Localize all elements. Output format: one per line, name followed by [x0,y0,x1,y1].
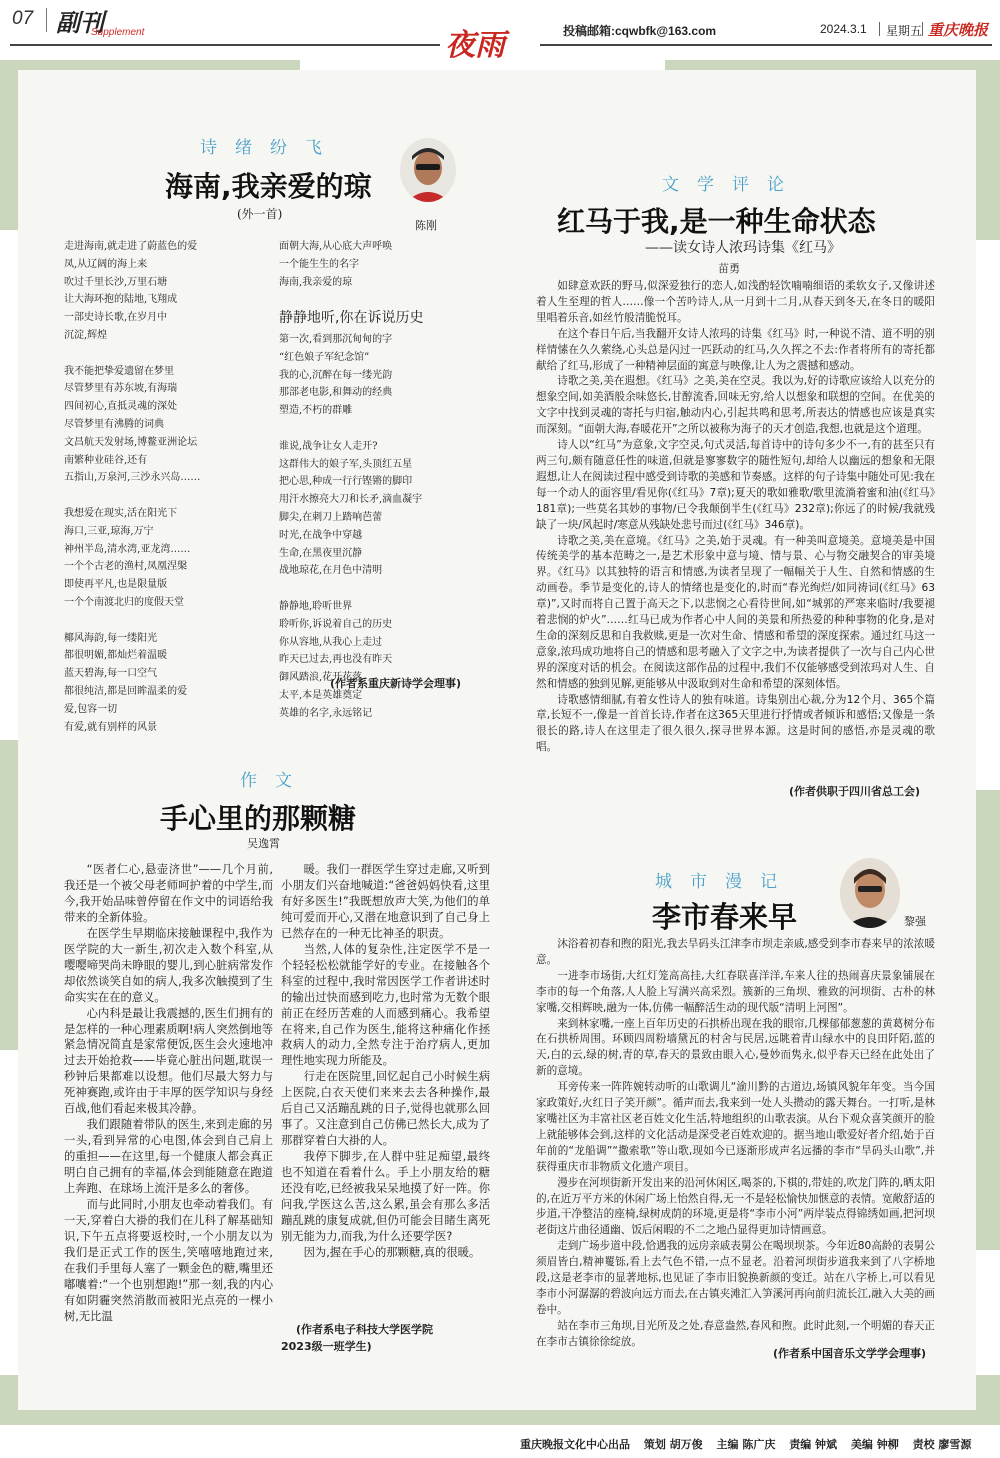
footer-editor: 责编 钟斌 [789,1438,838,1451]
author-name: 陈刚 [415,219,437,232]
poem-line: 吹过千里长沙,万里石塘 [64,276,168,288]
poem-line: 文昌航天发射场,博鳌亚洲论坛 [64,436,198,448]
column-label: 诗绪纷飞 [200,138,340,158]
column-label: 城市漫记 [655,872,795,892]
poem-line: 昨天已过去,再也没有昨天 [279,654,393,666]
paragraph: 漫步在河坝街新开发出来的沿河休闲区,喝茶的,下棋的,带娃的,吹龙门阵的,晒太阳的,在近万平方米的休闲广场上怡然自得,无一不是轻松愉快加惬意的表情。宽敞舒适的步道,干净整洁的座椅,绿树成荫的环境,更是将“李市小河”两岸装点得锦绣如画,把河坝老街这片曲径通幽、饭后闲暇的不二之地凸显得更加诗情画意。 [536,1176,935,1237]
paragraph: 诗歌之美,美在遐想。《红马》之美,美在空灵。我以为,好的诗歌应该给人以充分的想象空间,如美酒般余味悠长,甘醇流香,回味无穷,给人以想象和联想的空间。在优美的文字中找到灵魂的寄托与归宿,触动内心,引起共鸣和思考,所表达的情感也应该是真实而深刻。“面朝大海,春暖花开”之所以被称为海子的天才创造,我想,也就是这个道理。 [536,375,935,436]
article-body-column-1 [64,862,273,1362]
poem-line: 用汗水擦亮大刀和长矛,滴血凝宇 [279,494,423,506]
newspaper-brand: 重庆晚报 [928,21,989,39]
section-subtitle: Supplement [91,27,145,38]
poem-line: 谁说,战争让女人走开? [279,440,378,452]
author-avatar [400,138,456,202]
poem-line: 一部史诗长歌,在岁月中 [64,312,168,324]
stanza-gap [279,420,422,438]
paragraph: 在医学生早期临床接触课程中,我作为医学院的大一新生,初次走入数个科室,从嘤嘤啼哭尚未睁眼的婴儿,到心脏病常发作却依然谈笑自如的病人,我多次触摸到了生命实实在在的意义。 [64,926,273,1004]
article-body-column-2 [281,862,490,1312]
article-headline: 李市春来早 [652,900,798,934]
poem-line: 第一次,看到那沉甸甸的字 [279,334,393,345]
paragraph: 因为,握在手心的那颗糖,真的很暖。 [303,1245,481,1259]
author-note-line-1: (作者系电子科技大学医学院 [296,1323,434,1336]
poem-line: 都很纯洁,都是回眸温柔的爱 [64,685,188,697]
poem-line: 神州半岛,清水湾,亚龙湾…… [64,543,191,555]
poem-line: 一个个古老的渔村,凤凰涅槃 [64,561,188,573]
paragraph: 沐浴着初春和煦的阳光,我去旱码头江津李市坝走亲戚,感受到李市春来早的浓浓暖意。 [536,938,935,966]
poem-line: 我不能把挚爱遗留在梦里 [64,365,174,377]
poem-line: 你从容地,从我心上走过 [279,636,383,648]
paragraph: 我停下脚步,在人群中驻足痴望,最终也不知道在看着什么。手上小朋友给的糖还没有吃,已经被我呆呆地摸了好一阵。你问我,学医这么苦,这么累,虽会有那么多活蹦乱跳的康复成就,但仍可能会目睹生离死别无能为力,而我,为什么还要学医? [281,1150,490,1243]
poem-line: 凤,从辽阔的海上来 [64,258,148,270]
paragraph: 如肆意欢跃的野马,似深爱独行的恋人,如浅酌轻饮喃喃细语的柔软女子,又像讲述着人生至理的哲人……像一个苦吟诗人,从一月到十二月,从春天到冬天,在冬日的暖阳里唱着乐音,如丝竹般清脆悦耳。 [536,280,935,324]
footer-publisher: 重庆晚报文化中心出品 [520,1438,630,1451]
footer-planner: 策划 胡万俊 [643,1438,703,1451]
author-avatar [840,858,900,928]
article-headline: 红马于我,是一种生命状态 [557,205,876,238]
header-divider [46,8,47,32]
section-title: 副刊 [56,9,104,37]
paragraph: 来到林家嘴,一座上百年历史的石拱桥出现在我的眼帘,几棵郁郁葱葱的黄葛树分布在石拱桥周围。环顾四周粉墙黛瓦的村舍与民居,远眺着青山绿水中的良田阡陌,蓝的天,白的云,绿的树,青的草,春天的景致由眼入心,曼妙而隽永,似乎春天已经在此处出了新的意境。 [536,1017,935,1078]
poem-line: 南繁种业硅谷,还有 [64,454,148,466]
footer-art-editor: 美编 钟柳 [850,1438,899,1451]
article-subtitle: (外一首) [237,207,283,221]
stanza-gap [64,345,200,363]
poem-line: 我想爱在现实,活在阳光下 [64,507,178,519]
paragraph: “医者仁心,悬壶济世”——几个月前,我还是一个被父母老师呵护着的中学生,而今,我开始品味曾停留在作文中的词语给我带来的全新体验。 [64,863,273,924]
footer-chief-editor: 主编 陈广庆 [716,1438,776,1451]
poem-line: 一个能生生的名字 [279,258,359,270]
poem-line: 战地琼花,在月色中清明 [279,565,383,577]
poem-line: 御风踏浪,花开花落 [279,672,363,684]
poem-line: 一个个南渡北归的度假天堂 [64,596,184,608]
header-separator [879,22,880,36]
poem-line: 有爱,就有别样的风景 [64,721,158,733]
poem-line: 生命,在黑夜里沉静 [279,547,363,559]
paragraph: 诗人以“红马”为意象,文字空灵,句式灵活,每首诗中的诗句多少不一,有的甚至只有两三句,颇有随意任性的味道,但就是寥寥数字的随性短句,却给人以幽远的想象和无限遐想,让人在阅读过程中感受到诗歌的美感和节奏感。这样的句子诗集中随处可见:我在每一个动人的面容里/看见你(《红马》7章);夏天的歌如雅歌/歌里流淌着蜜和油(《红马》181章);一些莫名其妙的事物/已令我颠倒半生(《红马》232章);你远了的时候/我就残缺了一块/风起时/寒意从残缺处悲号而过(《红马》346章)。 [536,439,935,531]
paragraph: 行走在医院里,回忆起自己小时候生病上医院,白衣天使们来来去去各种操作,最后自己又活蹦乱跳的日子,觉得也就那么回事了。又注意到自己仿佛已然长大,成为了那群穿着白大褂的人。 [281,1070,490,1148]
author-name: 黎强 [904,915,926,928]
author-note: (作者系重庆新诗学会理事) [330,677,462,690]
page-number: 07 [12,8,34,29]
poem-line: 英雄的名字,永远铭记 [279,707,373,719]
paragraph: 走到广场步道中段,恰遇我的远房亲戚表舅公在喝坝坝茶。今年近80高龄的表舅公须眉皆白,精神矍铄,看上去气色不错,一点不显老。沿着河坝街步道我来到了八字桥地段,这是老李市的显著地标,也见证了李市旧貌换新颜的变迁。站在八字桥上,可以看见李市小河潺潺的碧波向远方而去,在古镇夹滩汇入笋溪河再向前归流长江,融入大美的画卷中。 [536,1240,935,1316]
poem-line: 我的心,沉醉在每一缕光韵 [279,369,393,381]
poem-line: 那部老电影,和舞动的经典 [279,387,393,399]
poem-line: 都很明媚,都灿烂着温暖 [64,650,168,662]
poem-line: 静静地,聆听世界 [279,600,353,612]
poem-column-1 [64,238,200,736]
poem-line: 尽管梦里有苏东坡,有海瑞 [64,383,178,395]
poem-line: 海口,三亚,琼海,万宁 [64,525,154,537]
author-name: 苗勇 [718,262,740,275]
poem-line: 海南,我亲爱的琼 [279,276,353,288]
poem-line: 蓝天碧海,每一口空气 [64,668,158,680]
submission-email: 投稿邮箱:cqwbfk@163.com [563,24,717,38]
paragraph: 当然,人体的复杂性,注定医学不是一个轻轻松松就能学好的专业。在接触各个科室的过程中,我时常因医学工作者讲述时的输出过快而感到吃力,也时常为无数个眼前正在经历苦难的人而感到痛心。我希望在将来,自己作为医生,能将这种痛化作拯救病人的动力,全然专注于治疗病人,更加理性地实现力所能及。 [281,942,490,1068]
header-rule-right [540,44,992,46]
author-note-line-2: 2023级一班学生) [281,1340,372,1353]
poem-line: 把心思,种成一行行铿锵的脚印 [279,476,413,488]
poem-line: 塑造,不朽的群雕 [279,405,353,417]
poem-column-2 [279,331,422,723]
second-poem-title: 静静地听,你在诉说历史 [279,310,424,326]
poem-column-2-intro [279,238,392,291]
issue-date: 2024.3.1 [820,22,867,36]
poem-line: 时光,在战争中穿越 [279,529,363,541]
paragraph: 心内科是最让我震撼的,医生们拥有的是怎样的一种心理素质啊!病人突然倒地等紧急情况简直是家常便饭,医生会火速地冲过去开始抢救——毕竟心脏出问题,耽误一秒钟后果都难以设想。他们尽最大努力与死神赛跑,或许由于丰厚的医学知识与身经百战,他们看起来极其冷静。 [64,1006,273,1116]
poem-line: 沉淀,辉煌 [64,329,108,341]
poem-line: “红色娘子军纪念馆” [279,351,370,363]
issue-weekday: 星期五 [886,24,923,38]
poem-line: 椰风海韵,每一缕阳光 [64,632,158,644]
footer-proofreader: 责校 廖雪源 [912,1438,972,1451]
stanza-gap [64,487,200,505]
paragraph: 诗歌之美,美在意境。《红马》之美,始于灵魂。有一种美叫意境美。意境美是中国传统美学的基本范畴之一,是艺术形象中意与境、情与景、心与物交融契合的审美境界。《红马》以其独特的语言和情感,为读者呈现了一幅幅关于人生、自然和情感的生动画卷。季节是变化的,诗人的情绪也是变化的,时而“春光绚烂/如同祷词(《红马》63章)”,又时而将自己置于高天之下,以悲悯之心看待世间,如“城郭的严寒来临时/我要褪着悲悯的炉火”……红马已成为作者心中人间的美景和所热爱的种种事物的化身,是对生命的深刻反思和自我救赎,更是一次对生命、情感和希望的深度探索。通过红马这一意象,浓玛成功地将自己的情感和思考融入了文字之中,为读者提供了一次与自己内心世界的深度对话的机会。在阅读这部作品的过程中,我们不仅能够感受到浓玛对人生、自然和情感的独到见解,更能够从中汲取到对生命和希望的深刻体悟。 [536,534,935,690]
paragraph: 站在李市三角坝,目光所及之处,春意盎然,春风和煦。此时此刻,一个明媚的春天正在李市古镇徐徐绽放。 [536,1319,935,1348]
author-note: (作者系中国音乐文学学会理事) [773,1347,927,1360]
stanza-gap [64,612,200,630]
paragraph: 而与此同时,小朋友也牵动着我们。有一天,穿着白大褂的我们在儿科了解基础知识,下午五点将要返校时,一个小朋友以为我们是正式工作的医生,笑嘻嘻地跑过来,在我们手里每人塞了一颗金色的糖,嘴里还嘟囔着:“一个也别想跑!”那一刻,我的内心有如阴霾突然消散而被阳光点亮的一棵小树,无比温 [64,1198,273,1323]
header-separator [922,22,923,36]
poem-line: 尽管梦里有沸腾的词典 [64,418,164,430]
stanza-gap [279,580,422,598]
page-footer [520,1436,981,1452]
column-label: 文学评论 [662,175,802,195]
article-headline: 海南,我亲爱的琼 [165,170,372,203]
poem-line: 爱,包容一切 [64,703,118,715]
poem-line: 五指山,万泉河,三沙永兴岛…… [64,472,201,484]
author-name: 吴逸霄 [247,837,280,850]
poem-line: 走进海南,就走进了蔚蓝色的爱 [64,241,198,252]
article-subtitle: ——读女诗人浓玛诗集《红马》 [645,240,841,256]
author-note: (作者供职于四川省总工会) [789,785,921,798]
paragraph: 暖。我们一群医学生穿过走廊,又听到小朋友们兴奋地喊道:“爸爸妈妈快看,这里有好多医生!”我既想放声大笑,为他们的单纯可爱而开心,又潜在地意识到了自己身上已然存在的一种无比神圣的职责。 [281,863,490,940]
logo: 夜雨 [445,28,505,63]
poem-line: 让大海环抱的陆地,飞翔成 [64,294,178,306]
poem-line: 聆听你,诉说着自己的历史 [279,618,393,630]
poem-line: 脚尖,在刺刀上踏响芭蕾 [279,511,383,523]
paragraph: 在这个春日午后,当我翻开女诗人浓玛的诗集《红马》时,一种说不清、道不明的别样情愫在久久萦绕,心头总是闪过一匹跃动的红马,久久挥之不去:作者将所有的寄托都献给了红马,形成了一种精神层面的寓意与映像,让人为之震撼和感动。 [536,327,935,372]
article-headline: 手心里的那颗糖 [160,802,357,835]
article-body [536,279,935,779]
page-header [0,0,1000,63]
paragraph: 耳旁传来一阵阵婉转动听的山歌调儿“渝川黔的古道边,场镇风貌年年变。当今国家政策好,火红日子笑开颜”。循声而去,我来到一处人头攒动的露天舞台。一打听,是林家嘴社区为丰富社区老百姓文化生活,特地组织的山歌表演。从台下观众喜笑颜开的脸上就能够体会到,这样的文化活动是深受老百姓欢迎的。据当地山歌爱好者介绍,始于百年前的“龙船调”“撒索歌”等山歌,现如今已逐渐形成声名远播的李市“旱码头山歌”,并获得重庆市非物质文化遗产项目。 [536,1081,935,1173]
article-body [536,937,935,1367]
poem-line: 这群伟大的娘子军,头顶红五星 [279,458,413,470]
paragraph: 我们跟随着带队的医生,来到走廊的另一头,看到异常的心电图,体会到自己肩上的重担——在这里,每一个健康人都会真正明白自己拥有的幸福,体会到能随意在跑道上奔跑、在球场上流汗是多么的奢侈。 [64,1118,273,1196]
column-label: 作文 [240,771,310,791]
header-rule-left [10,44,440,46]
paragraph: 诗歌感情细腻,有着女性诗人的独有味道。诗集别出心裁,分为12个月、365个篇章,长短不一,像是一首首长诗,作者在这365天里进行抒情或者倾诉和感悟;又像是一条很长的路,诗人在这里走了很久很久,探寻世界本源。这是时间的感悟,亦是灵魂的歌唱。 [536,693,935,754]
paragraph: 一进李市场街,大红灯笼高高挂,大红春联喜洋洋,车来人往的热闹喜庆景象铺展在李市的每一个角落,人人脸上写满兴高采烈。簇新的三角坝、雅致的河坝街、古朴的林家嘴,交相辉映,融为一体,仿佛一幅醉活生动的现代版“清明上河图”。 [536,969,935,1014]
poem-line: 四间初心,直抵灵魂的深处 [64,401,178,413]
poem-line: 太平,本是英雄奠定 [279,689,363,701]
poem-line: 即使再平凡,也是限量版 [64,579,168,591]
poem-line: 面朝大海,从心底大声呼唤 [279,241,393,252]
